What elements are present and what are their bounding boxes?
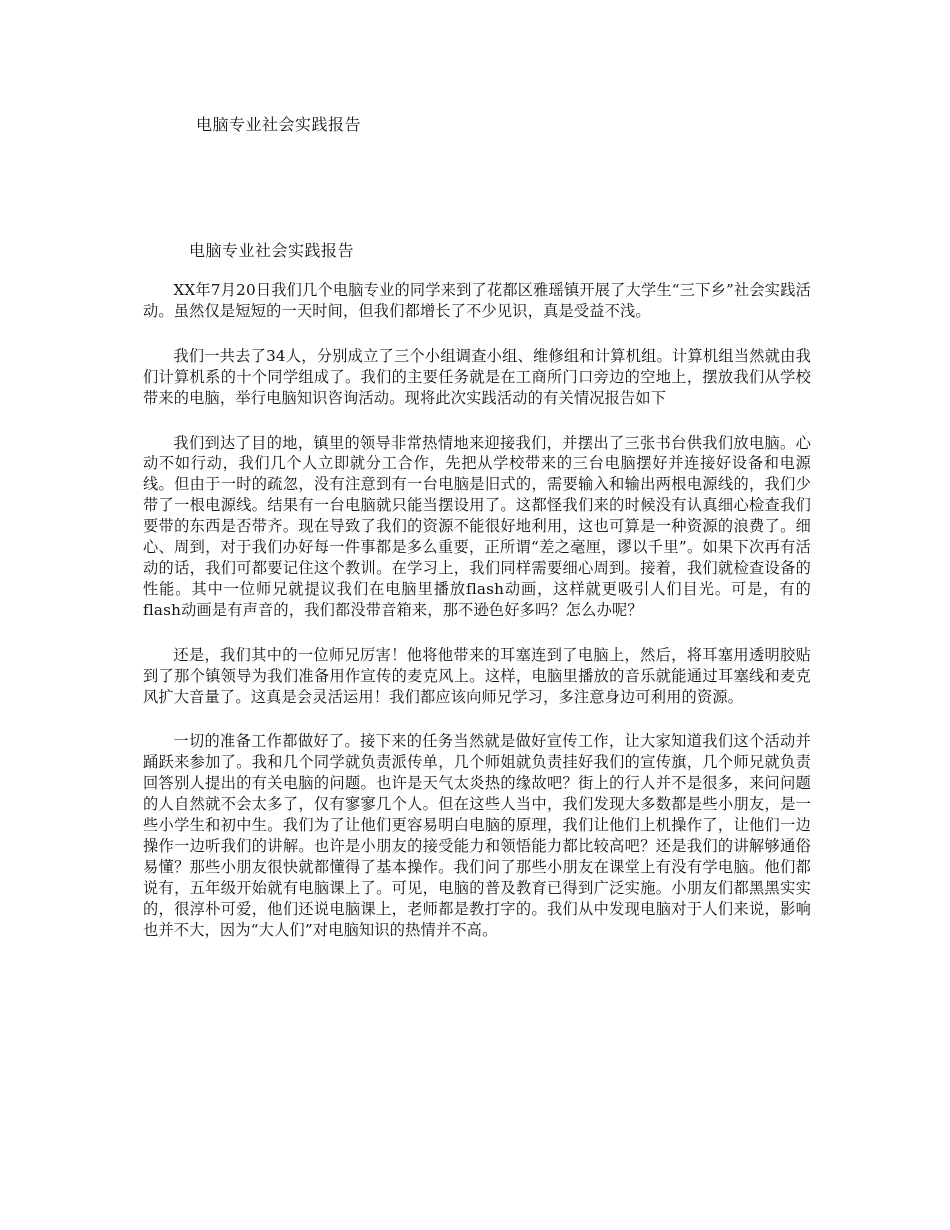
paragraph-3: 我们到达了目的地，镇里的领导非常热情地来迎接我们，并摆出了三张书台供我们放电脑。心动不如行动，我们几个人立即就分工合作，先把从学校带来的三台电脑摆好并连接好设备和电源线。但由于一时的疏忽，没有注意到有一台电脑是旧式的，需要输入和输出两根电源线的，我们少带了一根电源线。结果有一台电脑就只能当摆设用了。这都怪我们来的时候没有认真细心检查我们要带的东西是否带齐。现在导致了我们的资源不能很好地利用，这也可算是一种资源的浪费了。细心、周到，对于我们办好每一件事都是多么重要，正所谓“差之毫厘，谬以千里”。如果下次再有活动的话，我们可都要记住这个教训。在学习上，我们同样需要细心周到。接着，我们就检查设备的性能。其中一位师兄就提议我们在电脑里播放flash动画，这样就更吸引人们目光。可是，有的flash动画是有声音的，我们都没带音箱来，那不逊色好多吗？怎么办呢？ [143,433,811,619]
paragraph-5: 一切的准备工作都做好了。接下来的任务当然就是做好宣传工作，让大家知道我们这个活动并踊跃来参加了。我和几个同学就负责派传单，几个师姐就负责挂好我们的宣传旗，几个师兄就负责回答别人提出的有关电脑的问题。也许是天气太炎热的缘故吧？街上的行人并不是很多，来问问题的人自然就不会太多了，仅有寥寥几个人。但在这些人当中，我们发现大多数都是些小朋友，是一些小学生和初中生。我们为了让他们更容易明白电脑的原理，我们让他们上机操作了，让他们一边操作一边听我们的讲解。也许是小朋友的接受能力和领悟能力都比较高吧？还是我们的讲解够通俗易懂？那些小朋友很快就都懂得了基本操作。我们问了那些小朋友在课堂上有没有学电脑。他们都说有，五年级开始就有电脑课上了。可见，电脑的普及教育已得到广泛实施。小朋友们都黑黑实实的，很淳朴可爱，他们还说电脑课上，老师都是教打字的。我们从中发现电脑对于人们来说，影响也并不大，因为“大人们”对电脑知识的热情并不高。 [143,732,811,939]
document-title: 电脑专业社会实践报告 [189,241,355,260]
paragraph-4: 还是，我们其中的一位师兄厉害！他将他带来的耳塞连到了电脑上，然后，将耳塞用透明胶贴到了那个镇领导为我们准备用作宣传的麦克风上。这样，电脑里播放的音乐就能通过耳塞线和麦克风扩大音量了。这真是会灵活运用！我们都应该向师兄学习，多注意身边可利用的资源。 [143,645,811,706]
document-body [143,240,811,964]
paragraph-2: 我们一共去了34人，分别成立了三个小组调查小组、维修组和计算机组。计算机组当然就由我们计算机系的十个同学组成了。我们的主要任务就是在工商所门口旁边的空地上，摆放我们从学校带来的电脑，举行电脑知识咨询活动。现将此次实践活动的有关情况报告如下 [143,346,811,407]
page-header-title: 电脑专业社会实践报告 [196,115,362,134]
paragraph-1: XX年7月20日我们几个电脑专业的同学来到了花都区雅瑶镇开展了大学生“三下乡”社会实践活动。虽然仅是短短的一天时间，但我们都增长了不少见识，真是受益不浅。 [143,281,811,320]
